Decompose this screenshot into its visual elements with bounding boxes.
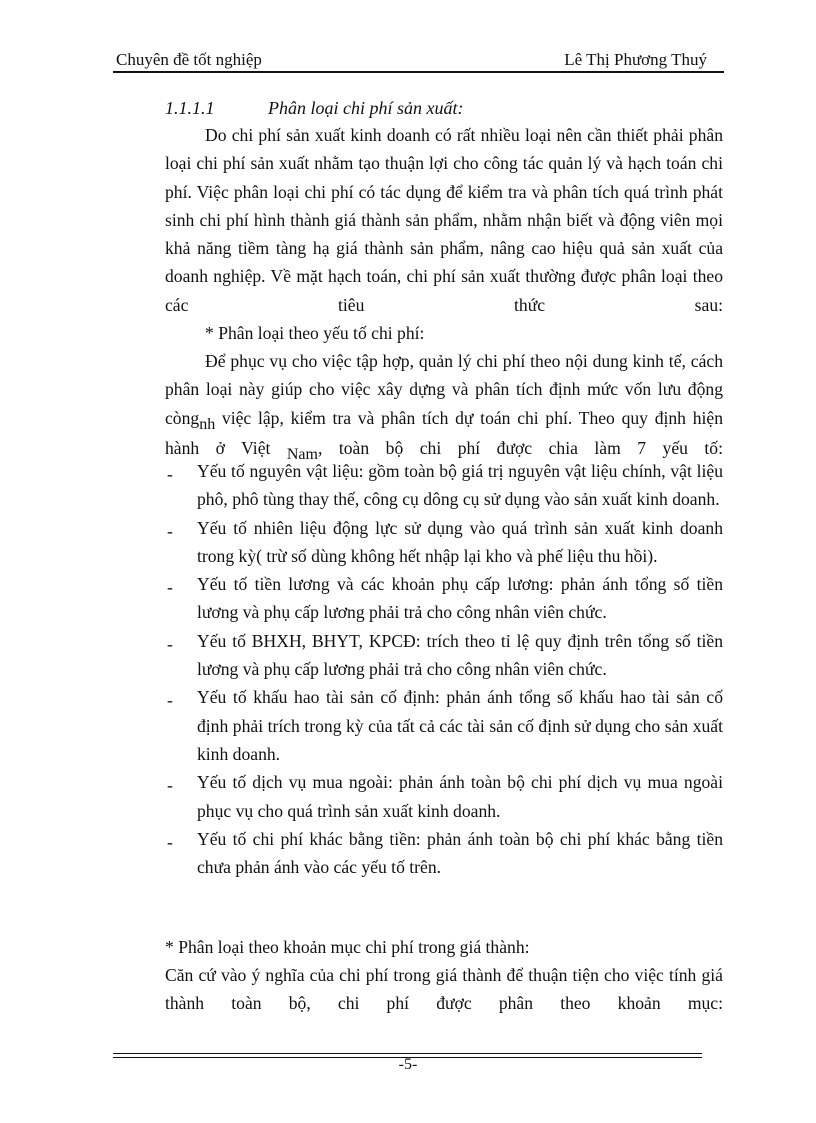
section-title: Phân loại chi phí sản xuất: <box>268 98 464 118</box>
list-item: - Yếu tố chi phí khác bằng tiền: phản ánh toàn bộ chi phí khác bằng tiền chưa phản ánh vào các yếu tố trên. <box>167 828 723 878</box>
list-item: - Yếu tố BHXH, BHYT, KPCĐ: trích theo tỉ lệ quy định trên tổng số tiền lương và phụ cấp lương phải trả cho công nhân viên chức. <box>167 630 723 680</box>
paragraph-cost-items: Căn cứ vào ý nghĩa của chi phí trong giá thành để thuận tiện cho việc tính giá thành toàn bộ, chi phí được phân theo khoản mục: <box>165 965 723 1014</box>
header-document-title: Chuyên đề tốt nghiệp <box>116 50 262 69</box>
paragraph-part-2: việc lập, kiểm tra và phân tích dự toán chi phí. Theo quy định hiện hành ở Việt <box>165 407 723 458</box>
section-heading <box>165 98 463 119</box>
page-number: -5- <box>398 1056 418 1073</box>
heading-cost-items: * Phân loại theo khoản mục chi phí trong giá thành: <box>165 937 530 957</box>
bullet-dash: - <box>167 633 173 654</box>
bullet-dash: - <box>167 520 173 541</box>
list-item: - Yếu tố nguyên vật liệu: gồm toàn bộ giá trị nguyên vật liệu chính, vật liệu phô, phô tùng thay thế, công cụ dông cụ sử dụng vào sản xuất kinh doanh. <box>167 461 723 510</box>
list-item: - Yếu tố nhiên liệu động lực sử dụng vào quá trình sản xuất kinh doanh trong kỳ( trừ số dùng không hết nhập lại kho và phế liệu thu hồi). <box>167 517 723 566</box>
paragraph-subscript-1: nh <box>199 415 216 433</box>
header-author: Lê Thị Phương Thuý <box>564 50 707 69</box>
footer-rule-top <box>113 1053 702 1054</box>
cost-element-list <box>165 457 723 881</box>
list-item: - Yếu tố dịch vụ mua ngoài: phản ánh toàn bộ chi phí dịch vụ mua ngoài phục vụ cho quá trình sản xuất kinh doanh. <box>167 772 723 821</box>
section-number: 1.1.1.1 <box>165 98 215 118</box>
header-rule <box>113 71 724 73</box>
list-item: - Yếu tố khấu hao tài sản cố định: phản ánh tổng số khấu hao tài sản cố định phải trích trong kỳ của tất cả các tài sản cố định sử dụng cho sản xuất kinh doanh. <box>167 687 723 764</box>
heading-cost-elements: * Phân loại theo yếu tố chi phí: <box>205 323 425 343</box>
list-item: - Yếu tố tiền lương và các khoản phụ cấp lương: phản ánh tổng số tiền lương và phụ cấp lương phải trả cho công nhân viên chức. <box>167 574 723 623</box>
intro-paragraph: Do chi phí sản xuất kinh doanh có rất nhiều loại nên cần thiết phải phân loại chi phí sản xuất nhằm tạo thuận lợi cho công tác quản lý và hạch toán chi phí. Việc phân loại chi phí có tác dụng để kiểm tra và phân tích quá trình phát sinh chi phí hình thành giá thành sản phẩm, nhằm nhận biết và động viên mọi khả năng tiềm tàng hạ giá thành sản phẩm, nâng cao hiệu quả sản xuất của doanh nghiệp. Về mặt hạch toán, chi phí sản xuất thường được phân loại theo các tiêu thức sau: <box>165 125 723 315</box>
paragraph-cost-elements <box>165 347 723 464</box>
bullet-dash: - <box>167 775 173 796</box>
bullet-dash: - <box>167 464 173 484</box>
paragraph-part-1: Để phục vụ cho việc tập hợp, quản lý chi phí theo nội dung kinh tế, cách phân loại này giúp cho việc xây dựng và phân tích định mức vốn lưu động còng <box>165 351 723 428</box>
paragraph-subscript-2: Nam <box>286 445 318 463</box>
bullet-dash: - <box>167 577 173 598</box>
bullet-dash: - <box>167 831 173 852</box>
paragraph-part-3: , toàn bộ chi phí được chia làm 7 yếu tố: <box>317 437 723 458</box>
bullet-dash: - <box>167 690 173 711</box>
